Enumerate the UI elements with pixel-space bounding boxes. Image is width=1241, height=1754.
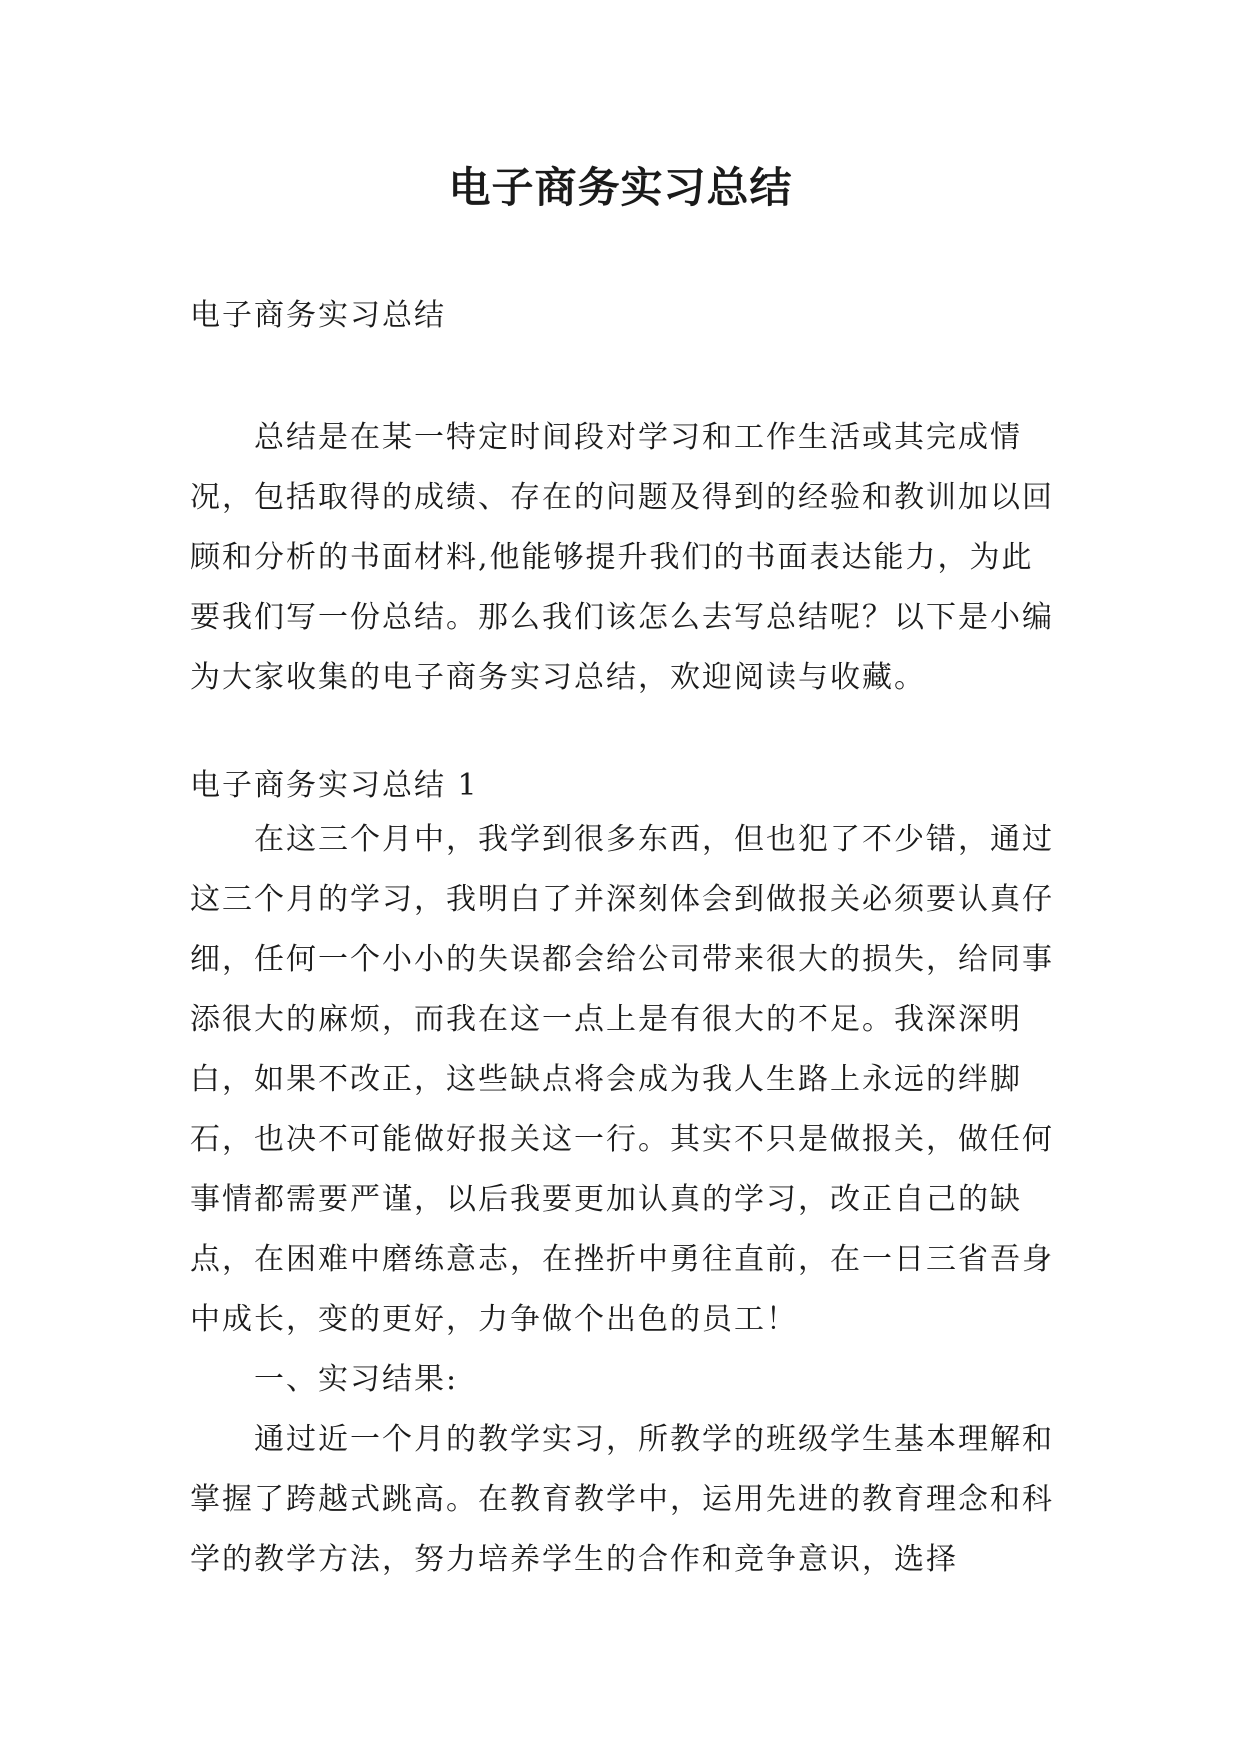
subheading-paragraph: 一、实习结果:: [254, 1362, 459, 1397]
section-heading: 电子商务实习总结 1: [190, 768, 479, 803]
body-paragraph: 通过近一个月的教学实习，所教学的班级学生基本理解和掌握了跨越式跳高。在教育教学中，运用先进的教育理念和科学的教学方法，努力培养学生的合作和竞争意识，选择: [190, 1422, 1054, 1577]
intro-paragraph: 总结是在某一特定时间段对学习和工作生活或其完成情况，包括取得的成绩、存在的问题及得到的经验和教训加以回顾和分析的书面材料,他能够提升我们的书面表达能力，为此要我们写一份总结。那么我们该怎么去写总结呢？以下是小编为大家收集的电子商务实习总结，欢迎阅读与收藏。: [190, 420, 1054, 695]
document-subtitle: 电子商务实习总结: [190, 298, 446, 333]
body-paragraph: 在这三个月中，我学到很多东西，但也犯了不少错，通过这三个月的学习，我明白了并深刻体会到做报关必须要认真仔细，任何一个小小的失误都会给公司带来很大的损失，给同事添很大的麻烦，而我在这一点上是有很大的不足。我深深明白，如果不改正，这些缺点将会成为我人生路上永远的绊脚石，也决不可能做好报关这一行。其实不只是做报关，做任何事情都需要严谨，以后我要更加认真的学习，改正自己的缺点，在困难中磨练意志，在挫折中勇往直前，在一日三省吾身中成长，变的更好，力争做个出色的员工！: [190, 822, 1054, 1337]
document-title: 电子商务实习总结: [448, 163, 793, 212]
section-body: [190, 810, 1060, 1590]
